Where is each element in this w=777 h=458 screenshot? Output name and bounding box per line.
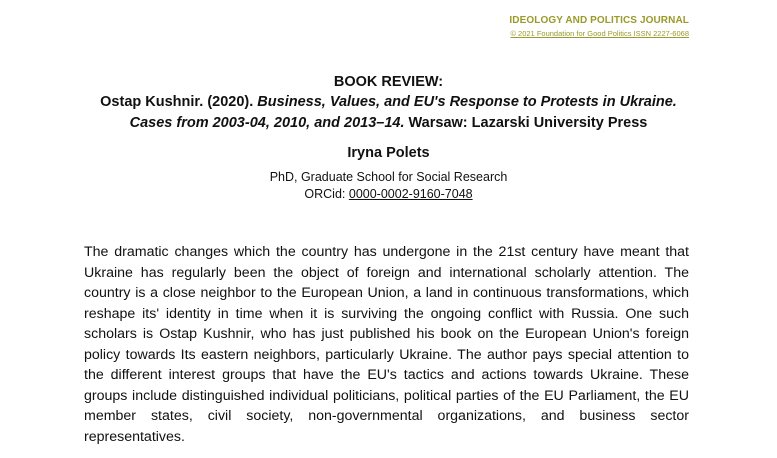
review-title-block xyxy=(40,72,737,163)
citation-publisher: Warsaw: Lazarski University Press xyxy=(408,115,648,131)
reviewer-affiliation: PhD, Graduate School for Social Research xyxy=(269,170,508,184)
reviewer-affiliation-block xyxy=(240,169,537,203)
reviewer-name: Iryna Polets xyxy=(347,145,430,161)
citation-book-title-line2: Cases from 2003-04, 2010, and 2013–14. xyxy=(129,115,405,131)
review-label: BOOK REVIEW: xyxy=(333,74,444,90)
orcid-label: ORCid: xyxy=(304,187,346,201)
citation-book-title-line1: Business, Values, and EU's Response to Protests in Ukraine. xyxy=(257,94,677,110)
journal-copyright-link[interactable]: © 2021 Foundation for Good Politics ISSN 2227-6068 xyxy=(510,29,689,38)
review-body-paragraph: The dramatic changes which the country has undergone in the 21st century have meant that Ukraine has regularly been the object of foreign and international scholarly attention. The country is a close neighbor to the European Union, a land in continuous transformations, which reshape its' identity in time when it is surviving the ongoing conflict with Russia. One such scholars is Ostap Kushnir, who has just published his book on the European Union's foreign policy towards Its eastern neighbors, particularly Ukraine. The author pays special attention to the different interest groups that have the EU's tactics and actions towards Ukraine. These groups include distinguished individual politicians, political parties of the EU Parliament, the EU member states, civil society, non-governmental organizations, and business sector representatives. xyxy=(84,244,689,445)
book-citation xyxy=(40,92,737,134)
orcid-link[interactable]: 0000-0002-9160-7048 xyxy=(348,187,473,201)
orcid-line xyxy=(240,186,537,203)
journal-header xyxy=(509,14,689,39)
journal-title: IDEOLOGY AND POLITICS JOURNAL xyxy=(509,15,689,26)
citation-author-year: Ostap Kushnir. (2020). xyxy=(100,94,254,110)
